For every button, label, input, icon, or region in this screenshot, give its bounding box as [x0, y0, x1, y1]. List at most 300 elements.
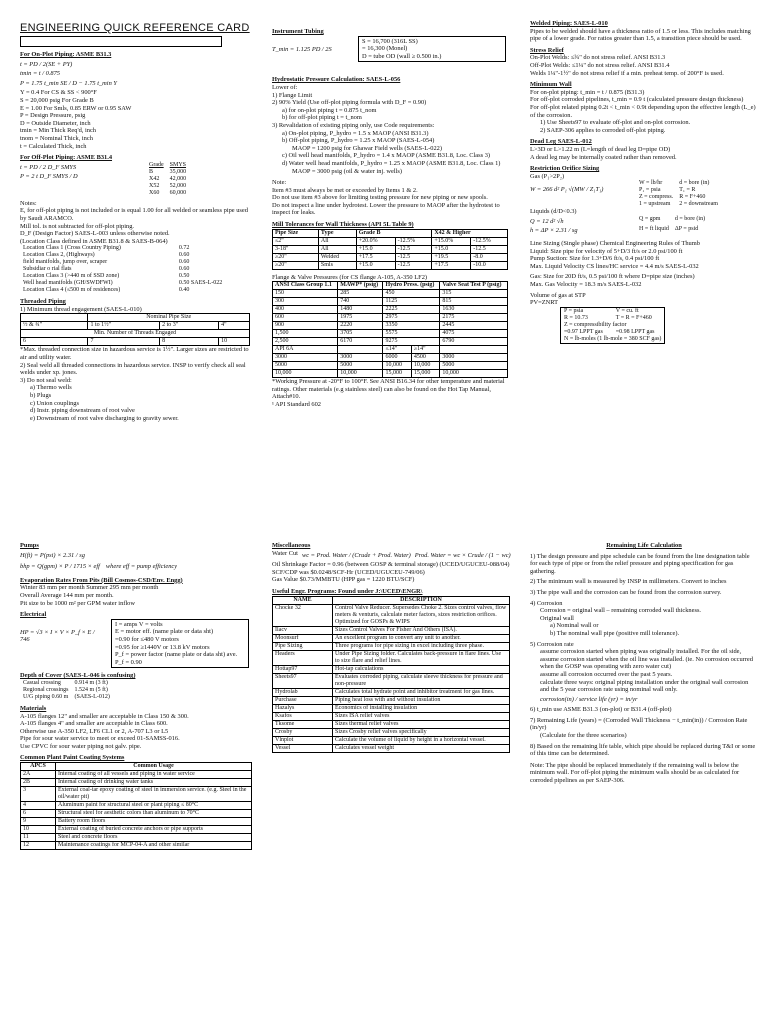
- mill-header: Grade B: [356, 229, 432, 237]
- mill-cell: +15.0%: [432, 237, 471, 245]
- elec-heading: Electrical: [20, 611, 47, 619]
- linesize-line: Liquid: Size pipe for velocity of 5+D/3 ft/s or 2.0 psi/100 ft: [530, 247, 683, 255]
- watercut-formula: wc = Prod. Water / (Crude + Prod. Water): [301, 551, 411, 559]
- rl-item: 1) The design pressure and pipe schedule can be found from the line designation table for each type of pipe or from the relief pressure and piping specification for gas gathering.: [530, 552, 750, 575]
- def-cell: H = ft liquid: [639, 226, 669, 233]
- def-cell: d = bore (in): [679, 180, 710, 187]
- def-cell: Z = compress.: [639, 194, 674, 201]
- table-row: [273, 370, 508, 378]
- grade-table: [146, 162, 189, 197]
- def-cell: N = lb-moles (1 lb-mole = 380 SCF gas): [564, 335, 662, 342]
- liquid-defs: [636, 216, 708, 237]
- programs-table: [272, 596, 510, 753]
- rl-item: 6) t_min use ASME B31.3 (on-plot) or B31.4 (off-plot): [530, 706, 672, 714]
- col-welded: [530, 16, 758, 486]
- def-cell: W = lb/hr: [639, 180, 663, 187]
- useful-heading: Useful Engr. Programs: Found under J:\UCED\ENGR\: [272, 587, 423, 595]
- table-row: [273, 330, 508, 338]
- count-cell: 6: [21, 338, 88, 346]
- seal-item: c) Union couplings: [30, 399, 79, 407]
- seal-item: b) Plugs: [30, 392, 52, 400]
- def-cell: 2 = downstream: [679, 201, 718, 208]
- size-cell: ½ & ¾": [21, 322, 88, 330]
- volume-label: Volume of gas at STP: [530, 291, 586, 299]
- count-cell: 10: [219, 338, 250, 346]
- hydro-lower: Lower of:: [272, 83, 298, 91]
- coating-table: [20, 762, 252, 850]
- flange-cell: 5000: [273, 362, 338, 370]
- hydro-item: MAOP = 1200 psig for Ghawar Field wells (SAES-L-022): [292, 144, 442, 152]
- def-line: D = Outside Diameter, inch: [20, 119, 91, 127]
- def-line: E = 1.00 For Smls, 0.85 ERW or 0.95 SAW: [20, 104, 132, 112]
- stress-line: Off-Plot Welds: ≤1¼" do not stress relief. ANSI B31.4: [530, 61, 670, 69]
- prog-desc: Control Valve Reducer. Supersedes Choke 2. Sizes control valves, flow meters & venturis, calculate meter factors, sizes restriction orifices. Optimized for GOSPs & WIPS: [333, 604, 510, 626]
- flange-cell: 2,500: [273, 338, 338, 346]
- count-cell: 7: [88, 338, 160, 346]
- rl-item: a) Nominal wall or: [550, 622, 599, 630]
- mill-cell: +15.0: [356, 245, 395, 253]
- table-row: [21, 787, 252, 802]
- rl-bullet: calculate three ways: original piping installation under the original wall corrosion and the 5 year corrosion rate using nominal wall only.: [540, 678, 749, 694]
- offplot-formula-1: t = PD / 2 D_F SMYS: [20, 163, 77, 171]
- coating-cell: 9: [21, 818, 56, 826]
- table-row: [273, 665, 510, 673]
- coating-cell: 11: [21, 834, 56, 842]
- def-cell: V = cu. ft: [615, 307, 639, 314]
- mill-cell: +15.0: [432, 245, 471, 253]
- prog-desc: Under Pipe Sizing folder. Calculates back-pressure in flare lines. Use to size flare and relief lines.: [333, 650, 510, 665]
- elec-line: E = motor eff. (name plate or data sht): [115, 628, 214, 636]
- notes-label: Notes:: [20, 199, 37, 207]
- mill-cell: All: [318, 245, 356, 253]
- flange-cell: 815: [440, 298, 508, 306]
- smys-header: SMYS: [169, 161, 187, 168]
- prog-name: Vessel: [273, 744, 333, 752]
- flange-cell: 2445: [440, 322, 508, 330]
- cover-table: [20, 680, 113, 701]
- factor-cell: 0.60: [178, 252, 190, 259]
- gas-formula: W = 266 d² P₁ √(MW / Z₁T₁): [530, 186, 604, 194]
- onplot-formula-2: tmin = t / 0.875: [20, 70, 60, 78]
- nominal-label: Nominal Pipe Size: [88, 314, 250, 322]
- hydro-item: b) for off-plot piping t = t_nom: [282, 114, 362, 122]
- pump-block: [20, 561, 255, 573]
- table-row: [20, 694, 113, 701]
- table-row: [636, 194, 721, 201]
- deadleg-line: A dead leg may be internally coated rather than removed.: [530, 153, 677, 161]
- evap-heading: Evaporation Rates From Pits (Bill Cosmos-CSD/Env. Engg): [20, 576, 183, 584]
- prog-header: DESCRIPTION: [333, 596, 510, 604]
- rl-bullet: assume all corrosion occurred over the past 5 years.: [540, 670, 673, 678]
- mill-cell: -12.5%: [395, 237, 432, 245]
- note-line: D_F (Design Factor) SAES-L-003 unless otherwise noted.: [20, 230, 170, 238]
- location-cell: Location Class 1 (Cross Country Piping): [23, 245, 121, 252]
- flange-header: ANSI Class Group 1.1: [273, 282, 338, 290]
- table-row: [146, 176, 189, 183]
- coating-cell: Steel and concrete floors: [56, 834, 252, 842]
- misc-line: SCF/CDP was $0.0248/SCF-Hr (UCED/UGUCEU-749/06): [272, 568, 425, 576]
- seal-item: a) Thermo wells: [30, 384, 72, 392]
- elec-box: [111, 619, 249, 669]
- mill-cell: -12.5%: [471, 237, 508, 245]
- prog-desc: Economics of installing insulation: [333, 704, 510, 712]
- flange-cell: 2220: [338, 322, 383, 330]
- table-row: [146, 169, 189, 176]
- rl-item: (Calculate for the three scenarios): [540, 732, 627, 740]
- note-line: E, for off-plot piping is not included or is equal 1.00 for all welded or seamless pipe used by Saudi ARAMCO.: [20, 207, 248, 222]
- volume-formula: PV=ZNRT: [530, 299, 559, 307]
- table-row: [21, 810, 252, 818]
- table-row: [273, 354, 508, 362]
- hydro-note: Do not inspect a line under hydrotest. Lower the pressure to MAOP after the hydrotest to inspect for leaks.: [272, 201, 500, 217]
- mill-cell: -12.5: [471, 245, 508, 253]
- coating-cell: 2A: [21, 771, 56, 779]
- table-row: [273, 744, 510, 752]
- prog-desc: Sizes ISA relief valves: [333, 712, 510, 720]
- flange-cell: ≤14": [383, 346, 411, 354]
- flange-cell: 400: [273, 306, 338, 314]
- flange-cell: 4500: [411, 354, 439, 362]
- flange-cell: [338, 346, 383, 354]
- misc-line: Gas Value $0.73/MMBTU (HPP gas = 1220 BTU/SCF): [272, 576, 415, 584]
- materials-line: Otherwise use A-350 LF2, LF6 CL1 or 2, A-707 L3 or L5: [20, 727, 169, 735]
- pump-formula-1: H(ft) = P(psi) × 2.31 / sg: [20, 551, 85, 559]
- mill-cell: ≥20": [273, 261, 319, 269]
- coating-cell: 12: [21, 842, 56, 850]
- table-row: [273, 362, 508, 370]
- onplot-defs: [20, 89, 255, 150]
- location-cell: Location Class 2, (Highways): [23, 252, 95, 259]
- tubing-box: [358, 36, 506, 63]
- flange-cell: 6790: [440, 338, 508, 346]
- table-row: [21, 322, 250, 330]
- table-row: [561, 322, 665, 329]
- table-row: [273, 712, 510, 720]
- def-cell: =0.97 LPPT gas: [564, 328, 603, 335]
- table-row: [636, 201, 721, 208]
- mill-cell: -12.5: [395, 245, 432, 253]
- coating-cell: Internal coating of all vessels and piping in water service: [56, 771, 252, 779]
- flange-cell: 10,000: [273, 370, 338, 378]
- flange-cell: API 6A: [273, 346, 338, 354]
- hydro-item: 1) Flange Limit: [272, 91, 313, 99]
- location-cell: Subsidiar o rial flats: [23, 266, 72, 273]
- def-cell: P₁ = psia: [639, 187, 661, 194]
- materials-line: A-105 flanges 4" and smaller are acceptable in Class 600.: [20, 720, 168, 728]
- smys-cell: 42,000: [169, 175, 187, 182]
- mill-heading: Mill Tolerances for Wall Thickness (API 5L Table 9): [272, 221, 414, 229]
- flange-cell: 3705: [338, 330, 383, 338]
- evap-line: Pit size to be 1000 m² per GPM water inflow: [20, 599, 135, 607]
- prog-name: Hydrolab: [273, 688, 333, 696]
- hydro-note: Item #3 must always be met or exceeded by Items 1 & 2.: [272, 186, 418, 194]
- flange-cell: 3350: [383, 322, 440, 330]
- flange-cell: ≥14": [411, 346, 439, 354]
- table-row: [636, 216, 708, 227]
- gas-defs: [636, 180, 721, 208]
- hydro-heading: Hydrostatic Pressure Calculation: SAES-L-056: [272, 76, 401, 84]
- rl-item: 7) Remaining Life (years) = (Corroded Wall Thickness − t_min(in)) / Corrosion Rate (in/yr): [530, 716, 748, 732]
- elec-formula: HP = √3 × I × V × P_f × E / 746: [20, 628, 95, 644]
- elec-line: P_f = power factor (name plate or data sht) ave. P_f = 0.90: [115, 651, 238, 666]
- deadleg-line: L>3D or L>1.22 m (L=length of dead leg D=pipe OD): [530, 145, 671, 153]
- cover-heading: Depth of Cover (SAES-L-046 is confusing): [20, 672, 136, 680]
- mill-cell: +17.5: [356, 253, 395, 261]
- flange-note: ¹ API Standard 602: [272, 401, 321, 409]
- prog-name: Ilacv: [273, 626, 333, 634]
- minwall-line: 1) Use Sheets97 to evaluate off-plot and on-plot corrosion.: [540, 119, 691, 127]
- hydro-note: Do not use item #3 above for limiting testing pressure for new piping or new spools.: [272, 194, 488, 202]
- mill-table: [272, 229, 508, 270]
- factor-cell: 0.60: [178, 266, 190, 273]
- cover-cell: 0.914 m (3 ft): [74, 679, 108, 686]
- table-row: [20, 687, 113, 694]
- rl-item: 2) The minimum wall is measured by INSP in millimeters. Convert to inches: [530, 578, 727, 586]
- tubing-line: = 16,300 (Monel): [362, 45, 408, 53]
- smys-cell: 52,000: [169, 182, 187, 189]
- table-row: [273, 261, 508, 269]
- flange-cell: 10,000: [338, 370, 383, 378]
- minwall-line: For on-plot piping: t_min = t / 0.875 (B31.3): [530, 88, 645, 96]
- misc-line: Oil Shrinkage Factor = 0.96 (between GOSP & terminal storage) (UCED/UGUCEU-088/04): [272, 561, 510, 569]
- flange-cell: 5000: [440, 362, 508, 370]
- col-pumps: [20, 538, 255, 1018]
- linesize-line: Max. Gas Velocity = 18.3 m/s SAES-L-032: [530, 281, 642, 289]
- table-row: [273, 338, 508, 346]
- flange-cell: 1975: [338, 314, 383, 322]
- pump-heading: Pumps: [20, 542, 39, 549]
- table-row: [273, 696, 510, 704]
- flange-cell: 3000: [273, 354, 338, 362]
- table-row: [146, 190, 189, 197]
- flange-header: Hydro Press. (psig): [383, 282, 440, 290]
- flange-cell: 1125: [383, 298, 440, 306]
- def-cell: R = 10.73: [564, 314, 588, 321]
- mill-cell: All: [318, 237, 356, 245]
- grade-header: Grade: [149, 161, 164, 168]
- prog-name: Tksome: [273, 720, 333, 728]
- tubing-formula: T_min = 1.125 PD / 2S: [272, 45, 332, 53]
- hydro-item: c) Oil well head manifolds, P_hydro = 1.4 x MAOP (ASME B31.8, Loc. Class 3): [282, 152, 491, 160]
- elec-line: =0.95 for ≥1440V or 13.8 kV motors: [115, 643, 210, 651]
- rl-item: 8) Based on the remaining life table, which pipe should be replaced during T&I or some of this time can be determined.: [530, 742, 756, 758]
- location-table: [20, 245, 250, 294]
- liquid-formulas: [530, 216, 630, 237]
- evap-line: Winter 83 mm per month Summer 295 mm per month: [20, 584, 159, 592]
- prog-desc: Evaluates corroded piping, calculate sleeve thickness for pressure and non-pressure: [333, 673, 510, 688]
- hydro-item: 2) 90% Yield (Use off-plot piping formula with D_F = 0.90): [272, 99, 427, 107]
- mill-cell: -12.5: [395, 261, 432, 269]
- deadleg-heading: Dead Leg SAES-L-012: [530, 138, 592, 146]
- elec-line: I = amps V = volts: [115, 620, 163, 628]
- materials-heading: Materials: [20, 704, 47, 712]
- hydro-item: MAOP = 3000 psig (oil & water inj. wells): [292, 167, 403, 175]
- flange-cell: 10,000: [411, 362, 439, 370]
- flange-cell: 2225: [383, 306, 440, 314]
- def-line: t = Calculated Thick, inch: [20, 142, 87, 150]
- table-row: [273, 642, 510, 650]
- rl-item: Corrosion = original wall – remaining corroded wall thickness.: [540, 607, 702, 615]
- materials-line: Pipe for sour water service to meet or exceed 01-SAMSS-016.: [20, 735, 180, 743]
- volume-defs: [560, 307, 665, 344]
- table-row: [273, 253, 508, 261]
- minwall-line: For off-plot related piping 0.2t < t_min < 0.9t depending upon the effective length (L_e) of the corrosion.: [530, 103, 756, 119]
- threaded-item: 3) Do not seal weld:: [20, 376, 72, 384]
- linesize-line: Pump Suction: Size for 1.3+D/6 ft/s, 0.4 psi/100 ft: [530, 255, 660, 263]
- grade-cell: X60: [149, 189, 160, 196]
- hydro-notes-label: Note:: [272, 179, 287, 187]
- mill-cell: +19.5: [432, 253, 471, 261]
- factor-cell: 0.72: [178, 245, 190, 252]
- table-row: [273, 688, 510, 696]
- factor-cell: 0.60: [178, 259, 190, 266]
- table-row: [561, 307, 665, 315]
- threaded-item: 2) Seal weld all threaded connections in hazardous service. INSP to verify check all seal welds under xp. jones.: [20, 361, 246, 377]
- def-cell: Q = gpm: [639, 215, 661, 222]
- onplot-formula-1: t = PD / 2(SE + PY): [20, 60, 73, 68]
- table-row: [636, 226, 708, 237]
- grade-cell: B: [149, 168, 154, 175]
- coating-cell: 2B: [21, 779, 56, 787]
- cover-cell: U/G piping 0.60 m: [23, 693, 69, 700]
- thread-blank: [21, 314, 88, 322]
- prog-desc: An excellent program to convert any unit to another.: [333, 634, 510, 642]
- gas-block: [530, 180, 758, 208]
- flange-heading: Flange & Valve Pressures (for CS flange A-105, A-350 LF2): [272, 273, 428, 281]
- table-row: [273, 245, 508, 253]
- flange-cell: 6000: [383, 354, 411, 362]
- coating-cell: Aluminum paint for structural steel or plant piping ≤ 80°C: [56, 802, 252, 810]
- def-line: Y = 0.4 For CS & SS < 900°F: [20, 89, 97, 97]
- gas-label: Gas (P₁>2P₂): [530, 172, 565, 180]
- offplot-heading: For Off-Plot Piping: ASME B31.4: [20, 154, 113, 162]
- table-row: [273, 634, 510, 642]
- rl-item: b) The nominal wall pipe (positive mill tolerance).: [550, 629, 680, 637]
- onplot-heading: For On-Plot Piping: ASME B31.3: [20, 51, 112, 58]
- prog-desc: Sizes Crosby relief valves specifically: [333, 728, 510, 736]
- seal-item: e) Downstream of root valve discharging to gravity sewer.: [30, 414, 179, 422]
- prog-name: Ksafos: [273, 712, 333, 720]
- table-row: [273, 728, 510, 736]
- location-cell: Well head manifolds (GH/SWDFWI): [23, 280, 113, 287]
- threaded-heading: Threaded Piping: [20, 298, 66, 306]
- flange-cell: 15,000: [411, 370, 439, 378]
- table-row: [21, 771, 252, 779]
- mill-cell: +17.5: [432, 261, 471, 269]
- linesize-line: Max. Liquid Velocity CS lines/HC service = 4.4 m/s SAES-L-032: [530, 262, 699, 270]
- page-title: ENGINEERING QUICK REFERENCE CARD: [20, 22, 250, 34]
- coating-header: Common Usage: [56, 763, 252, 771]
- table-row: [21, 826, 252, 834]
- prog-name: Moonsurf: [273, 634, 333, 642]
- minwall-heading: Minimum Wall: [530, 81, 572, 89]
- prog-name: Vlnplot: [273, 736, 333, 744]
- grade-cell: X42: [149, 175, 160, 182]
- table-row: [273, 346, 508, 354]
- flange-cell: 285: [338, 290, 383, 298]
- stress-heading: Stress Relief: [530, 46, 564, 54]
- prog-name: Purchase: [273, 696, 333, 704]
- coating-cell: 4: [21, 802, 56, 810]
- table-row: [273, 736, 510, 744]
- table-row: [21, 338, 250, 346]
- table-row: [273, 720, 510, 728]
- flange-cell: 450: [383, 290, 440, 298]
- table-row: [273, 322, 508, 330]
- hydro-item: d) Water well head manifolds, P_hydro = 1.25 x MAOP (ASME B31.8, Loc. Class 1): [282, 159, 501, 167]
- def-cell: =0.98 LPPT gas: [615, 328, 655, 335]
- coating-cell: Structural steel for aesthetic colors than aluminum to 70°C: [56, 810, 252, 818]
- flange-cell: 2175: [440, 314, 508, 322]
- tubing-line: S = 16,700 (316L SS): [362, 37, 418, 45]
- liquid-block: [530, 216, 758, 237]
- note-line: Mill tol. is not subtracted for off-plot piping.: [20, 222, 135, 230]
- mill-cell: ≤2": [273, 237, 319, 245]
- liquid-formula-1: Q = 12 d² √h: [530, 217, 564, 225]
- size-cell: 1 to 1½": [88, 322, 160, 330]
- title-bar: [20, 36, 222, 47]
- mill-cell: -10.0: [471, 261, 508, 269]
- prog-name: Crosby: [273, 728, 333, 736]
- flange-cell: 5000: [338, 362, 383, 370]
- factor-cell: 0.50 SAES-L-022: [178, 280, 223, 287]
- table-row: [21, 842, 252, 850]
- minwall-line: For off-plot corroded pipelines, t_min = 0.9 t (calculated pressure design thickness): [530, 96, 744, 104]
- hydro-item: a) for on-plot piping t = 0.875 t_nom: [282, 106, 377, 114]
- flange-cell: 315: [440, 290, 508, 298]
- def-cell: d = bore (in): [674, 215, 706, 222]
- mill-cell: -12.5: [395, 253, 432, 261]
- table-row: [273, 673, 510, 688]
- prog-desc: Calculates vessel weight: [333, 744, 510, 752]
- rl-heading: Remaining Life Calculation: [606, 542, 682, 549]
- prog-name: Hazalys: [273, 704, 333, 712]
- stress-line: On-Plot Welds: ≤¾" do not stress relief. ANSI B31.3: [530, 54, 666, 62]
- thread-note: *Max. threaded connection size in hazardous service is 1½". Larger sizes are restricted to air and utility water.: [20, 346, 249, 362]
- mill-cell: 3-18": [273, 245, 319, 253]
- min-label: Min. Number of Threads Engaged: [21, 330, 250, 338]
- liquid-label: Liquids (d/D<0.3): [530, 208, 577, 216]
- prodwater-formula: Prod. Water = wc × Crude / (1 − wc): [414, 551, 511, 559]
- col-onplot: [20, 22, 255, 492]
- location-cell: Location Class 3 (>440 m of SSD zone): [23, 273, 120, 280]
- prog-desc: Calculates total hydrate point and inhibitor treatment for gas lines.: [333, 688, 510, 696]
- flange-cell: 150: [273, 290, 338, 298]
- prog-desc: Piping heat loss with and without insulation: [333, 696, 510, 704]
- flange-cell: 6170: [338, 338, 383, 346]
- welded-text: Pipes to be welded should have a thickness ratio of 1.5 or less. This includes matching pipe of a lower grade. For ratios greater than 1.5, a transition piece should be used.: [530, 27, 751, 43]
- flange-cell: 10,000: [383, 362, 411, 370]
- rl-note: Note: The pipe should be replaced immediately if the remaining wall is below the minimum wall. For off-plot piping the minimum walls should be as calculated for corroded pipelines as per SAEP-306.: [530, 761, 740, 785]
- rl-bullet: assume corrosion started when piping was originally installed. For the oil side, assume corrosion started when the oil line was installed. (ie. No corrosion occurred when the GOSP was operating with zero water cut): [540, 648, 753, 671]
- stress-line: Welds 1¼"-1½" do not stress relief if a min. preheat temp. of 200°F is used.: [530, 69, 724, 77]
- rl-item: 4) Corrosion: [530, 599, 563, 607]
- offplot-block: [20, 162, 255, 197]
- col-remaining-life: [530, 538, 758, 1018]
- def-line: tmin = Min Thick Req'd, inch: [20, 127, 96, 135]
- mill-header: X42 & Higher: [432, 229, 508, 237]
- table-row: [273, 237, 508, 245]
- prog-desc: Calculate the volume of liquid by height in a horizontal vessel.: [333, 736, 510, 744]
- def-line: tnom = Nominal Thick, inch: [20, 134, 93, 142]
- mill-cell: +15.0: [356, 261, 395, 269]
- def-cell: R = F+460: [679, 194, 706, 201]
- flange-cell: 15,000: [383, 370, 411, 378]
- flange-cell: 1,500: [273, 330, 338, 338]
- table-row: [273, 314, 508, 322]
- offplot-formula-2: P = 2 t D_F SMYS / D: [20, 173, 78, 181]
- flange-cell: 1630: [440, 306, 508, 314]
